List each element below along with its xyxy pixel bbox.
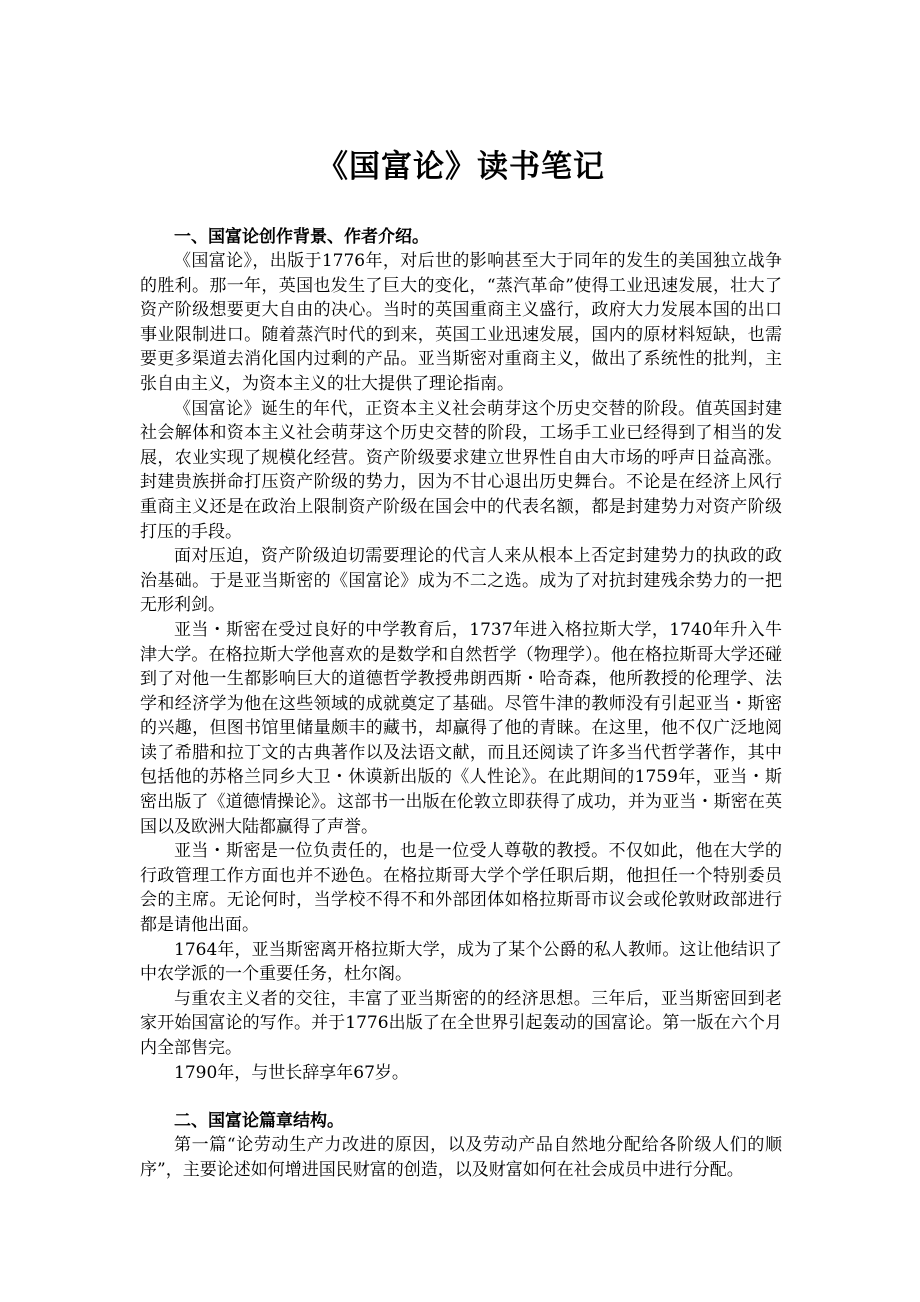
paragraph: 1790年，与世长辞享年67岁。	[174, 1062, 409, 1083]
paragraph: 1764年，亚当斯密离开格拉斯大学，成为了某个公爵的私人教师。这让他结识了中农学派的一个重要任务，杜尔阁。	[140, 939, 782, 985]
paragraph: 与重农主义者的交往，丰富了亚当斯密的的经济思想。三年后，亚当斯密回到老家开始国富论的写作。并于1776出版了在全世界引起轰动的国富论。第一版在六个月内全部售完。	[140, 988, 782, 1058]
document-title: 《国富论》读书笔记	[317, 149, 605, 185]
section-heading: 二、国富论篇章结构。	[174, 1111, 344, 1132]
paragraph: 《国富论》，出版于1776年，对后世的影响甚至大于同年的发生的美国独立战争的胜利。那一年，英国也发生了巨大的变化，“蒸汽革命”使得工业迅速发展，壮大了资产阶级想要更大自由的决心。当时的英国重商主义盛行，政府大力发展本国的出口事业限制进口。随着蒸汽时代的到来，英国工业迅速发展，国内的原材料短缺，也需要更多渠道去消化国内过剩的产品。亚当斯密对重商主义，做出了系统性的批判，主张自由主义，为资本主义的壮大提供了理论指南。	[140, 251, 782, 394]
paragraph: 《国富论》诞生的年代，正资本主义社会萌芽这个历史交替的阶段。值英国封建社会解体和资本主义社会萌芽这个历史交替的阶段，工场手工业已经得到了相当的发展，农业实现了规模化经营。资产阶级要求建立世界性自由大市场的呼声日益高涨。封建贵族拼命打压资产阶级的势力，因为不甘心退出历史舞台。不论是在经济上风行重商主义还是在政治上限制资产阶级在国会中的代表名额，都是封建势力对资产阶级打压的手段。	[140, 398, 782, 542]
paragraph: 亚当・斯密是一位负责任的，也是一位受人尊敬的教授。不仅如此，他在大学的行政管理工作方面也并不逊色。在格拉斯哥大学个学任职后期，他担任一个特别委员会的主席。无论何时，当学校不得不和外部团体如格拉斯哥市议会或伦敦财政部进行都是请他出面。	[140, 841, 782, 936]
section-spacer	[140, 1085, 782, 1109]
section-background	[140, 225, 782, 1085]
section-heading: 一、国富论创作背景、作者介绍。	[174, 227, 429, 247]
section-structure	[140, 1109, 782, 1182]
paragraph: 亚当・斯密在受过良好的中学教育后，1737年进入格拉斯大学，1740年升入牛津大学。在格拉斯大学他喜欢的是数学和自然哲学（物理学）。他在格拉斯哥大学还碰到了对他一生都影响巨大的道德哲学教授弗朗西斯・哈奇森，他所教授的伦理学、法学和经济学为他在这些领域的成就奠定了基础。尽管牛津的教师没有引起亚当・斯密的兴趣，但图书馆里储量颇丰的藏书，却赢得了他的青睐。在这里，他不仅广泛地阅读了希腊和拉丁文的古典著作以及法语文献，而且还阅读了许多当代哲学著作，其中包括他的苏格兰同乡大卫・休谟新出版的《人性论》。在此期间的1759年，亚当・斯密出版了《道德情操论》。这部书一出版在伦敦立即获得了成功，并为亚当・斯密在英国以及欧洲大陆都赢得了声誉。	[140, 619, 782, 837]
paragraph: 第一篇“论劳动生产力改进的原因，以及劳动产品自然地分配给各阶级人们的顺序”，主要论述如何增进国民财富的创造，以及财富如何在社会成员中进行分配。	[140, 1135, 782, 1180]
paragraph: 面对压迫，资产阶级迫切需要理论的代言人来从根本上否定封建势力的执政的政治基础。于是亚当斯密的《国富论》成为不二之选。成为了对抗封建残余势力的一把无形利剑。	[140, 546, 782, 616]
